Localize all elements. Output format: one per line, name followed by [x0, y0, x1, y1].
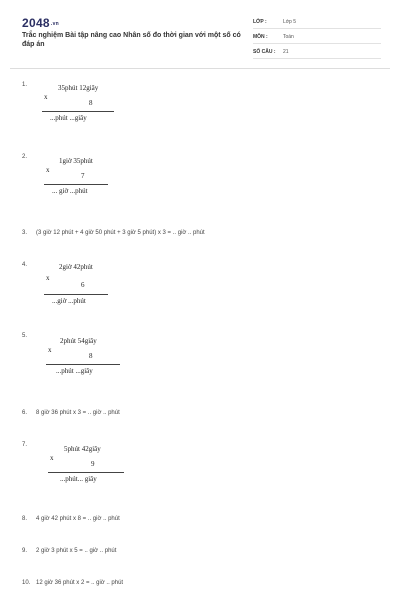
logo-text: 2048 [22, 16, 50, 30]
answer-blank: ...giờ ...phút [52, 297, 86, 305]
meta-value: 21 [283, 49, 289, 55]
multiplication-2 [44, 157, 164, 197]
question-number: 6. [22, 410, 28, 416]
answer-blank: ...phút ...giây [56, 367, 93, 375]
result-line [48, 472, 124, 473]
multiplication-7 [48, 445, 168, 485]
multiplier: 6 [81, 281, 85, 289]
question-number: 9. [22, 548, 28, 554]
multiplicand: 35phút 12giây [58, 84, 99, 92]
multiplier: 9 [91, 460, 95, 468]
question-text: 2 giờ 3 phút x 5 = .. giờ .. phút [36, 548, 117, 554]
multiplicand: 2giờ 42phút [59, 263, 93, 271]
result-line [46, 364, 120, 365]
multiply-sign: x [46, 274, 50, 282]
multiplicand: 5phút 42giây [64, 445, 101, 453]
multiplicand: 1giờ 35phút [59, 157, 93, 165]
question-text: 12 giờ 36 phút x 2 = .. giờ .. phút [36, 580, 124, 586]
answer-blank: ... giờ ...phút [52, 187, 88, 195]
multiplication-5 [46, 337, 166, 377]
multiplier: 7 [81, 172, 85, 180]
question-text: 8 giờ 36 phút x 3 = .. giờ .. phút [36, 410, 120, 416]
multiply-sign: x [46, 166, 50, 174]
multiply-sign: x [44, 93, 48, 101]
meta-row-class [253, 16, 381, 29]
question-number: 3. [22, 230, 28, 236]
meta-value: Lớp 5 [283, 19, 297, 25]
question-number: 10. [22, 580, 31, 586]
multiplier: 8 [89, 99, 93, 107]
result-line [44, 294, 108, 295]
info-box [253, 16, 381, 61]
result-line [44, 184, 108, 185]
multiplicand: 2phút 54giây [60, 337, 97, 345]
site-logo[interactable] [22, 16, 59, 30]
header-divider [10, 68, 390, 69]
meta-value: Toán [283, 34, 294, 40]
multiplication-1 [42, 84, 162, 124]
question-text: (3 giờ 12 phút + 4 giờ 50 phút + 3 giờ 5 phút) x 3 = .. giờ .. phút [36, 230, 205, 236]
multiply-sign: x [50, 454, 54, 462]
question-number: 2. [22, 154, 28, 160]
result-line [42, 111, 114, 112]
question-number: 1. [22, 82, 28, 88]
answer-blank: ...phút... giây [60, 475, 97, 483]
answer-blank: ...phút ...giây [50, 114, 87, 122]
multiplication-4 [44, 263, 164, 303]
logo-domain: .vn [50, 21, 60, 27]
page-header [0, 0, 400, 62]
question-number: 4. [22, 262, 28, 268]
page-title: Trắc nghiệm Bài tập nâng cao Nhân số đo thời gian với một số có đáp án [22, 32, 241, 48]
meta-row-subject [253, 31, 381, 44]
question-number: 5. [22, 333, 28, 339]
question-number: 7. [22, 442, 28, 448]
meta-label: LỚP : [253, 19, 267, 25]
question-text: 4 giờ 42 phút x 8 = .. giờ .. phút [36, 516, 120, 522]
meta-row-count [253, 46, 381, 59]
meta-label: SỐ CÂU : [253, 49, 276, 55]
question-number: 8. [22, 516, 28, 522]
meta-label: MÔN : [253, 34, 268, 40]
multiply-sign: x [48, 346, 52, 354]
multiplier: 8 [89, 352, 93, 360]
